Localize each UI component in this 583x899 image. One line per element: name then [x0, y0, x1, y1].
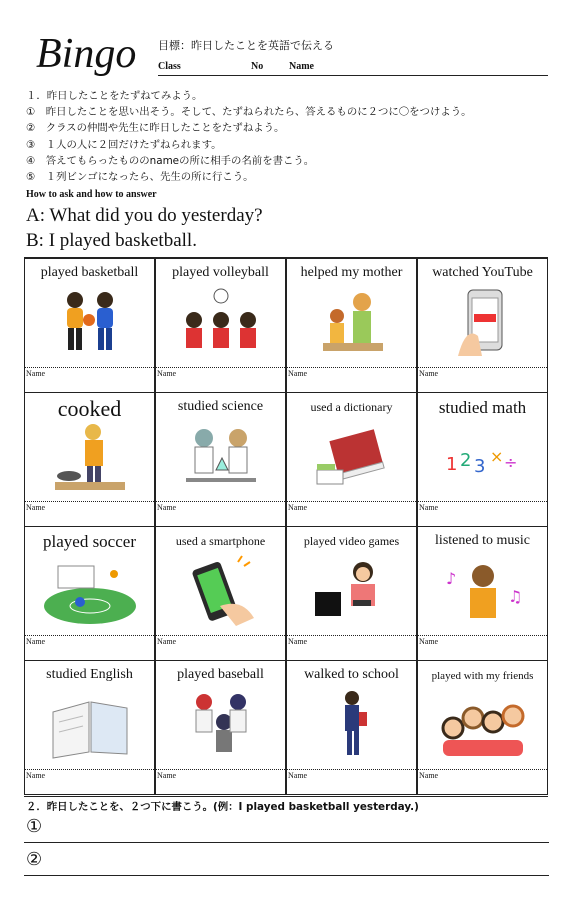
instruction-line: ① 昨日したことを思い出そう。そして、たずねられたら、答えるものに２つに〇をつけよう。 — [26, 106, 472, 119]
bingo-cell[interactable] — [286, 259, 417, 393]
bingo-cell[interactable] — [417, 259, 548, 393]
svg-text:3: 3 — [473, 456, 485, 477]
name-dotted-line — [418, 769, 547, 770]
cell-label: cooked — [57, 396, 122, 421]
name-dotted-line — [25, 367, 154, 368]
cell-label: played video games — [303, 534, 400, 548]
soccer-field-icon — [25, 554, 154, 632]
bingo-cell[interactable] — [155, 393, 286, 527]
goal-text: 目標：昨日したことを英語で伝える — [158, 39, 334, 52]
bingo-cell[interactable] — [24, 393, 155, 527]
instructions — [26, 88, 472, 185]
bingo-cell[interactable] — [24, 527, 155, 661]
cell-name-field[interactable]: Name — [157, 637, 177, 646]
bingo-cell[interactable] — [417, 527, 548, 661]
cell-label: played soccer — [43, 532, 136, 551]
no-label: No — [251, 61, 264, 72]
cell-label: studied science — [177, 399, 264, 414]
cell-name-field[interactable]: Name — [419, 637, 439, 646]
name-dotted-line — [25, 635, 154, 636]
svg-text:♪: ♪ — [445, 569, 456, 588]
answer-line-2[interactable] — [24, 845, 549, 876]
svg-text:2: 2 — [459, 450, 471, 471]
cell-name-field[interactable]: Name — [419, 369, 439, 378]
cell-label: studied English — [46, 667, 133, 682]
bingo-cell[interactable] — [155, 661, 286, 795]
bingo-cell[interactable] — [417, 661, 548, 795]
svg-text:♫: ♫ — [507, 587, 522, 606]
bingo-cell[interactable] — [24, 661, 155, 795]
hand-smartphone-icon — [156, 554, 285, 632]
cell-label: watched YouTube — [432, 265, 533, 280]
cell-label: played with my friends — [431, 670, 534, 682]
volleyball-players-icon — [156, 286, 285, 364]
cell-label: played basketball — [40, 265, 139, 280]
cell-label: used a dictionary — [310, 400, 393, 414]
cell-name-field[interactable]: Name — [26, 503, 46, 512]
answer-number: ① — [26, 816, 43, 837]
cell-name-field[interactable]: Name — [288, 771, 308, 780]
cell-label: walked to school — [304, 667, 399, 682]
svg-text:÷: ÷ — [503, 453, 517, 472]
instruction-line: １．昨日したことをたずねてみよう。 — [26, 90, 203, 102]
page-title: Bingo — [36, 31, 137, 77]
dictionary-icon — [287, 420, 416, 498]
answer-number: ② — [26, 849, 43, 870]
question-2: ２．昨日したことを、２つ下に書こう。(例：I played basketball yesterday.) — [26, 801, 419, 813]
video-game-icon — [287, 554, 416, 632]
cell-name-field[interactable]: Name — [157, 503, 177, 512]
cell-name-field[interactable]: Name — [288, 369, 308, 378]
name-label: Name — [289, 61, 314, 72]
name-dotted-line — [25, 769, 154, 770]
instruction-line: ⑤ １列ビンゴになったら、先生の所に行こう。 — [26, 171, 254, 184]
bingo-cell[interactable] — [155, 259, 286, 393]
cell-label: played volleyball — [172, 265, 269, 280]
helping-mother-icon — [287, 286, 416, 364]
name-dotted-line — [156, 635, 285, 636]
cell-label: helped my mother — [300, 265, 403, 280]
cell-name-field[interactable]: Name — [26, 369, 46, 378]
instruction-line: ④ 答えてもらったもののnameの所に相手の名前を書こう。 — [26, 154, 315, 167]
name-dotted-line — [287, 367, 416, 368]
bingo-cell[interactable] — [24, 259, 155, 393]
cell-name-field[interactable]: Name — [419, 771, 439, 780]
baseball-players-icon — [156, 688, 285, 766]
name-dotted-line — [287, 501, 416, 502]
cell-name-field[interactable]: Name — [288, 637, 308, 646]
instruction-line: ② クラスの仲間や先生に昨日したことをたずねよう。 — [26, 122, 285, 135]
svg-text:×: × — [489, 447, 503, 466]
cell-name-field[interactable]: Name — [157, 369, 177, 378]
answer-line-1[interactable] — [24, 812, 549, 843]
name-dotted-line — [418, 501, 547, 502]
smartphone-video-icon — [418, 286, 547, 364]
bingo-cell[interactable] — [155, 527, 286, 661]
cell-name-field[interactable]: Name — [419, 503, 439, 512]
bingo-cell[interactable] — [286, 527, 417, 661]
cell-name-field[interactable]: Name — [157, 771, 177, 780]
name-dotted-line — [25, 501, 154, 502]
name-dotted-line — [156, 367, 285, 368]
dialog-question: A: What did you do yesterday? — [26, 205, 263, 226]
friends-group-icon — [418, 688, 547, 766]
cell-label: studied math — [438, 398, 527, 417]
basketball-players-icon — [25, 286, 154, 364]
name-dotted-line — [156, 769, 285, 770]
class-label: Class — [158, 61, 181, 72]
class-info-line[interactable] — [158, 61, 548, 76]
math-symbols-icon — [418, 420, 547, 498]
name-dotted-line — [418, 635, 547, 636]
name-dotted-line — [156, 501, 285, 502]
open-notebook-icon — [25, 688, 154, 766]
science-students-icon — [156, 420, 285, 498]
cooking-icon — [25, 420, 154, 498]
cell-label: listened to music — [435, 533, 530, 548]
cell-name-field[interactable]: Name — [26, 637, 46, 646]
walking-student-icon — [287, 688, 416, 766]
bingo-grid — [24, 257, 548, 797]
cell-name-field[interactable]: Name — [26, 771, 46, 780]
how-to-heading: How to ask and how to answer — [26, 189, 157, 200]
dialog-answer: B: I played basketball. — [26, 230, 197, 251]
bingo-cell[interactable] — [286, 661, 417, 795]
bingo-cell[interactable] — [417, 393, 548, 527]
name-dotted-line — [418, 367, 547, 368]
cell-label: used a smartphone — [175, 534, 266, 548]
svg-text:1: 1 — [445, 454, 457, 475]
cell-name-field[interactable]: Name — [288, 503, 308, 512]
music-listener-icon — [418, 554, 547, 632]
bingo-cell[interactable] — [286, 393, 417, 527]
name-dotted-line — [287, 769, 416, 770]
name-dotted-line — [287, 635, 416, 636]
cell-label: played baseball — [177, 667, 264, 682]
instruction-line: ③ １人の人に２回だけたずねられます。 — [26, 138, 222, 151]
